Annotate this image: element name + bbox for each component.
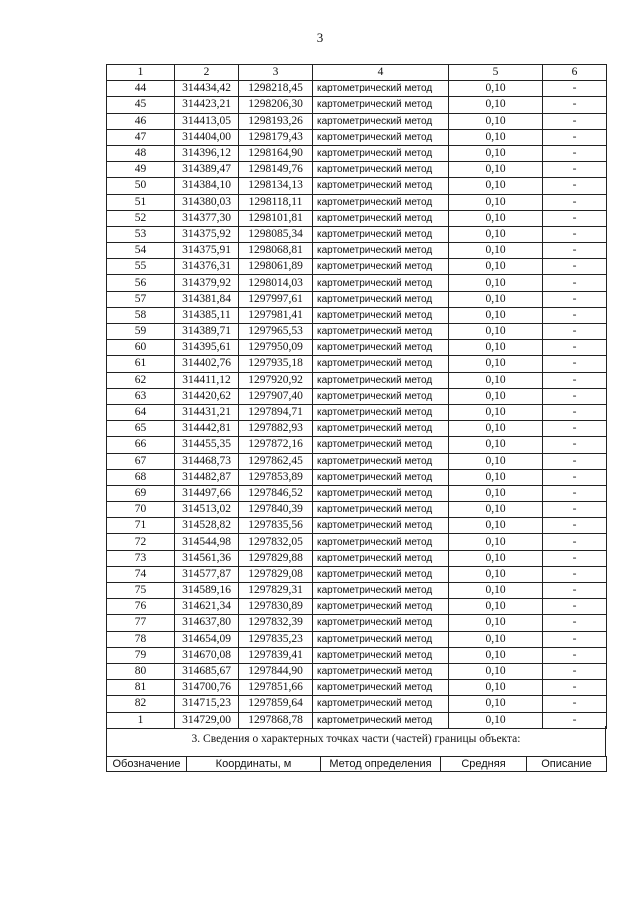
method-cell: картометрический метод — [313, 129, 449, 145]
x-coordinate-cell: 314420,62 — [175, 388, 239, 404]
x-coordinate-cell: 314715,23 — [175, 696, 239, 712]
x-coordinate-cell: 314513,02 — [175, 502, 239, 518]
column-header: 1 — [107, 65, 175, 81]
x-coordinate-cell: 314379,92 — [175, 275, 239, 291]
point-number-cell: 75 — [107, 583, 175, 599]
table-row — [107, 324, 607, 340]
column-header: Описание — [527, 757, 607, 772]
accuracy-cell: 0,10 — [449, 502, 543, 518]
method-cell: картометрический метод — [313, 275, 449, 291]
description-cell: - — [543, 194, 607, 210]
y-coordinate-cell: 1297997,61 — [239, 291, 313, 307]
y-coordinate-cell: 1298149,76 — [239, 162, 313, 178]
description-cell: - — [543, 453, 607, 469]
accuracy-cell: 0,10 — [449, 291, 543, 307]
description-cell: - — [543, 437, 607, 453]
column-header: 2 — [175, 65, 239, 81]
x-coordinate-cell: 314389,47 — [175, 162, 239, 178]
y-coordinate-cell: 1298206,30 — [239, 97, 313, 113]
y-coordinate-cell: 1298101,81 — [239, 210, 313, 226]
point-number-cell: 65 — [107, 421, 175, 437]
description-cell: - — [543, 647, 607, 663]
description-cell: - — [543, 291, 607, 307]
accuracy-cell: 0,10 — [449, 97, 543, 113]
y-coordinate-cell: 1297868,78 — [239, 712, 313, 728]
point-number-cell: 44 — [107, 81, 175, 97]
table-row — [107, 356, 607, 372]
x-coordinate-cell: 314375,92 — [175, 226, 239, 242]
accuracy-cell: 0,10 — [449, 129, 543, 145]
table-row — [107, 534, 607, 550]
y-coordinate-cell: 1298014,03 — [239, 275, 313, 291]
x-coordinate-cell: 314468,73 — [175, 453, 239, 469]
table-header-row — [107, 65, 607, 81]
method-cell: картометрический метод — [313, 324, 449, 340]
method-cell: картометрический метод — [313, 647, 449, 663]
description-cell: - — [543, 550, 607, 566]
description-cell: - — [543, 210, 607, 226]
point-number-cell: 80 — [107, 663, 175, 679]
y-coordinate-cell: 1297840,39 — [239, 502, 313, 518]
point-number-cell: 46 — [107, 113, 175, 129]
table-row — [107, 437, 607, 453]
method-cell: картометрический метод — [313, 178, 449, 194]
x-coordinate-cell: 314380,03 — [175, 194, 239, 210]
table-row — [107, 259, 607, 275]
x-coordinate-cell: 314442,81 — [175, 421, 239, 437]
x-coordinate-cell: 314377,30 — [175, 210, 239, 226]
point-number-cell: 73 — [107, 550, 175, 566]
table-row — [107, 178, 607, 194]
x-coordinate-cell: 314561,36 — [175, 550, 239, 566]
method-cell: картометрический метод — [313, 113, 449, 129]
table-row — [107, 129, 607, 145]
y-coordinate-cell: 1297846,52 — [239, 485, 313, 501]
x-coordinate-cell: 314670,08 — [175, 647, 239, 663]
x-coordinate-cell: 314375,91 — [175, 243, 239, 259]
point-number-cell: 49 — [107, 162, 175, 178]
method-cell: картометрический метод — [313, 340, 449, 356]
table-row — [107, 485, 607, 501]
point-number-cell: 59 — [107, 324, 175, 340]
description-cell: - — [543, 680, 607, 696]
description-cell: - — [543, 469, 607, 485]
x-coordinate-cell: 314395,61 — [175, 340, 239, 356]
accuracy-cell: 0,10 — [449, 566, 543, 582]
x-coordinate-cell: 314497,66 — [175, 485, 239, 501]
x-coordinate-cell: 314637,80 — [175, 615, 239, 631]
description-cell: - — [543, 81, 607, 97]
y-coordinate-cell: 1297830,89 — [239, 599, 313, 615]
method-cell: картометрический метод — [313, 566, 449, 582]
description-cell: - — [543, 178, 607, 194]
y-coordinate-cell: 1297981,41 — [239, 307, 313, 323]
table-row — [107, 421, 607, 437]
method-cell: картометрический метод — [313, 485, 449, 501]
point-number-cell: 67 — [107, 453, 175, 469]
description-cell: - — [543, 372, 607, 388]
x-coordinate-cell: 314729,00 — [175, 712, 239, 728]
x-coordinate-cell: 314654,09 — [175, 631, 239, 647]
table-row — [107, 81, 607, 97]
accuracy-cell: 0,10 — [449, 210, 543, 226]
method-cell: картометрический метод — [313, 518, 449, 534]
point-number-cell: 52 — [107, 210, 175, 226]
point-number-cell: 79 — [107, 647, 175, 663]
y-coordinate-cell: 1297894,71 — [239, 404, 313, 420]
y-coordinate-cell: 1298193,26 — [239, 113, 313, 129]
point-number-cell: 58 — [107, 307, 175, 323]
description-cell: - — [543, 259, 607, 275]
accuracy-cell: 0,10 — [449, 663, 543, 679]
table-row — [107, 243, 607, 259]
x-coordinate-cell: 314389,71 — [175, 324, 239, 340]
x-coordinate-cell: 314381,84 — [175, 291, 239, 307]
accuracy-cell: 0,10 — [449, 404, 543, 420]
method-cell: картометрический метод — [313, 469, 449, 485]
table-row — [107, 372, 607, 388]
method-cell: картометрический метод — [313, 534, 449, 550]
table-row — [107, 647, 607, 663]
table-row — [107, 599, 607, 615]
description-cell: - — [543, 566, 607, 582]
description-cell: - — [543, 356, 607, 372]
description-cell: - — [543, 226, 607, 242]
x-coordinate-cell: 314404,00 — [175, 129, 239, 145]
method-cell: картометрический метод — [313, 210, 449, 226]
table-row — [107, 226, 607, 242]
table-row — [107, 307, 607, 323]
y-coordinate-cell: 1297839,41 — [239, 647, 313, 663]
point-number-cell: 45 — [107, 97, 175, 113]
method-cell: картометрический метод — [313, 404, 449, 420]
column-header: 6 — [543, 65, 607, 81]
accuracy-cell: 0,10 — [449, 226, 543, 242]
section-title: 3. Сведения о характерных точках части (частей) границы объекта: — [191, 733, 521, 745]
accuracy-cell: 0,10 — [449, 372, 543, 388]
point-number-cell: 62 — [107, 372, 175, 388]
method-cell: картометрический метод — [313, 259, 449, 275]
description-cell: - — [543, 712, 607, 728]
x-coordinate-cell: 314621,34 — [175, 599, 239, 615]
accuracy-cell: 0,10 — [449, 145, 543, 161]
point-number-cell: 57 — [107, 291, 175, 307]
y-coordinate-cell: 1297907,40 — [239, 388, 313, 404]
table-row — [107, 97, 607, 113]
description-cell: - — [543, 324, 607, 340]
x-coordinate-cell: 314413,05 — [175, 113, 239, 129]
y-coordinate-cell: 1298179,43 — [239, 129, 313, 145]
point-number-cell: 48 — [107, 145, 175, 161]
description-cell: - — [543, 421, 607, 437]
y-coordinate-cell: 1298218,45 — [239, 81, 313, 97]
table-row — [107, 469, 607, 485]
description-cell: - — [543, 502, 607, 518]
y-coordinate-cell: 1297882,93 — [239, 421, 313, 437]
table-row — [107, 275, 607, 291]
y-coordinate-cell: 1297950,09 — [239, 340, 313, 356]
column-header: Средняя — [441, 757, 527, 772]
accuracy-cell: 0,10 — [449, 356, 543, 372]
x-coordinate-cell: 314577,87 — [175, 566, 239, 582]
method-cell: картометрический метод — [313, 356, 449, 372]
accuracy-cell: 0,10 — [449, 615, 543, 631]
accuracy-cell: 0,10 — [449, 162, 543, 178]
point-number-cell: 53 — [107, 226, 175, 242]
x-coordinate-cell: 314544,98 — [175, 534, 239, 550]
table-row — [107, 518, 607, 534]
table-row — [107, 680, 607, 696]
accuracy-cell: 0,10 — [449, 81, 543, 97]
y-coordinate-cell: 1297872,16 — [239, 437, 313, 453]
method-cell: картометрический метод — [313, 388, 449, 404]
accuracy-cell: 0,10 — [449, 696, 543, 712]
method-cell: картометрический метод — [313, 696, 449, 712]
description-cell: - — [543, 307, 607, 323]
table-row — [107, 210, 607, 226]
column-header: Обозначение — [107, 757, 187, 772]
table-row — [107, 696, 607, 712]
method-cell: картометрический метод — [313, 194, 449, 210]
accuracy-cell: 0,10 — [449, 178, 543, 194]
point-number-cell: 82 — [107, 696, 175, 712]
method-cell: картометрический метод — [313, 81, 449, 97]
accuracy-cell: 0,10 — [449, 518, 543, 534]
description-cell: - — [543, 129, 607, 145]
method-cell: картометрический метод — [313, 680, 449, 696]
y-coordinate-cell: 1297853,89 — [239, 469, 313, 485]
y-coordinate-cell: 1298118,11 — [239, 194, 313, 210]
method-cell: картометрический метод — [313, 372, 449, 388]
point-number-cell: 60 — [107, 340, 175, 356]
method-cell: картометрический метод — [313, 307, 449, 323]
point-number-cell: 66 — [107, 437, 175, 453]
table-row — [107, 583, 607, 599]
y-coordinate-cell: 1297844,90 — [239, 663, 313, 679]
accuracy-cell: 0,10 — [449, 680, 543, 696]
y-coordinate-cell: 1297829,08 — [239, 566, 313, 582]
accuracy-cell: 0,10 — [449, 469, 543, 485]
y-coordinate-cell: 1297832,05 — [239, 534, 313, 550]
table-row — [107, 663, 607, 679]
method-cell: картометрический метод — [313, 712, 449, 728]
accuracy-cell: 0,10 — [449, 631, 543, 647]
y-coordinate-cell: 1298061,89 — [239, 259, 313, 275]
description-cell: - — [543, 615, 607, 631]
point-number-cell: 64 — [107, 404, 175, 420]
point-number-cell: 78 — [107, 631, 175, 647]
description-cell: - — [543, 663, 607, 679]
method-cell: картометрический метод — [313, 502, 449, 518]
method-cell: картометрический метод — [313, 243, 449, 259]
y-coordinate-cell: 1297832,39 — [239, 615, 313, 631]
point-number-cell: 1 — [107, 712, 175, 728]
point-number-cell: 76 — [107, 599, 175, 615]
accuracy-cell: 0,10 — [449, 275, 543, 291]
description-cell: - — [543, 599, 607, 615]
table-row — [107, 194, 607, 210]
method-cell: картометрический метод — [313, 162, 449, 178]
y-coordinate-cell: 1297829,88 — [239, 550, 313, 566]
x-coordinate-cell: 314411,12 — [175, 372, 239, 388]
accuracy-cell: 0,10 — [449, 194, 543, 210]
y-coordinate-cell: 1297829,31 — [239, 583, 313, 599]
description-cell: - — [543, 404, 607, 420]
x-coordinate-cell: 314482,87 — [175, 469, 239, 485]
description-cell: - — [543, 145, 607, 161]
point-number-cell: 51 — [107, 194, 175, 210]
point-number-cell: 63 — [107, 388, 175, 404]
column-header: 3 — [239, 65, 313, 81]
method-cell: картометрический метод — [313, 145, 449, 161]
coordinates-table — [106, 64, 607, 729]
x-coordinate-cell: 314385,11 — [175, 307, 239, 323]
point-number-cell: 81 — [107, 680, 175, 696]
table-row — [107, 340, 607, 356]
part-boundary-table — [106, 756, 607, 772]
point-number-cell: 70 — [107, 502, 175, 518]
accuracy-cell: 0,10 — [449, 453, 543, 469]
method-cell: картометрический метод — [313, 453, 449, 469]
x-coordinate-cell: 314376,31 — [175, 259, 239, 275]
column-header: 5 — [449, 65, 543, 81]
coordinates-table-body — [107, 65, 607, 729]
accuracy-cell: 0,10 — [449, 534, 543, 550]
accuracy-cell: 0,10 — [449, 485, 543, 501]
point-number-cell: 72 — [107, 534, 175, 550]
column-header: Метод определения — [321, 757, 441, 772]
y-coordinate-cell: 1297920,92 — [239, 372, 313, 388]
page-number: 3 — [316, 30, 324, 45]
method-cell: картометрический метод — [313, 583, 449, 599]
accuracy-cell: 0,10 — [449, 388, 543, 404]
point-number-cell: 77 — [107, 615, 175, 631]
accuracy-cell: 0,10 — [449, 243, 543, 259]
x-coordinate-cell: 314455,35 — [175, 437, 239, 453]
y-coordinate-cell: 1297835,23 — [239, 631, 313, 647]
point-number-cell: 47 — [107, 129, 175, 145]
point-number-cell: 50 — [107, 178, 175, 194]
x-coordinate-cell: 314431,21 — [175, 404, 239, 420]
table-row — [107, 631, 607, 647]
method-cell: картометрический метод — [313, 631, 449, 647]
table-row — [107, 113, 607, 129]
method-cell: картометрический метод — [313, 97, 449, 113]
x-coordinate-cell: 314423,21 — [175, 97, 239, 113]
y-coordinate-cell: 1297862,45 — [239, 453, 313, 469]
description-cell: - — [543, 485, 607, 501]
accuracy-cell: 0,10 — [449, 437, 543, 453]
description-cell: - — [543, 97, 607, 113]
point-number-cell: 69 — [107, 485, 175, 501]
description-cell: - — [543, 583, 607, 599]
x-coordinate-cell: 314402,76 — [175, 356, 239, 372]
method-cell: картометрический метод — [313, 226, 449, 242]
table-row — [107, 453, 607, 469]
x-coordinate-cell: 314685,67 — [175, 663, 239, 679]
description-cell: - — [543, 243, 607, 259]
accuracy-cell: 0,10 — [449, 113, 543, 129]
x-coordinate-cell: 314434,42 — [175, 81, 239, 97]
y-coordinate-cell: 1297965,53 — [239, 324, 313, 340]
accuracy-cell: 0,10 — [449, 712, 543, 728]
y-coordinate-cell: 1298164,90 — [239, 145, 313, 161]
part-table-header-row — [107, 757, 607, 772]
x-coordinate-cell: 314396,12 — [175, 145, 239, 161]
description-cell: - — [543, 340, 607, 356]
point-number-cell: 55 — [107, 259, 175, 275]
x-coordinate-cell: 314700,76 — [175, 680, 239, 696]
accuracy-cell: 0,10 — [449, 340, 543, 356]
point-number-cell: 68 — [107, 469, 175, 485]
method-cell: картометрический метод — [313, 437, 449, 453]
table-row — [107, 550, 607, 566]
description-cell: - — [543, 388, 607, 404]
description-cell: - — [543, 631, 607, 647]
accuracy-cell: 0,10 — [449, 324, 543, 340]
point-number-cell: 74 — [107, 566, 175, 582]
table-row — [107, 404, 607, 420]
method-cell: картометрический метод — [313, 291, 449, 307]
method-cell: картометрический метод — [313, 550, 449, 566]
column-header: Координаты, м — [187, 757, 321, 772]
description-cell: - — [543, 113, 607, 129]
y-coordinate-cell: 1297835,56 — [239, 518, 313, 534]
description-cell: - — [543, 534, 607, 550]
point-number-cell: 54 — [107, 243, 175, 259]
column-header: 4 — [313, 65, 449, 81]
accuracy-cell: 0,10 — [449, 421, 543, 437]
y-coordinate-cell: 1297851,66 — [239, 680, 313, 696]
y-coordinate-cell: 1297935,18 — [239, 356, 313, 372]
table-row — [107, 502, 607, 518]
table-row — [107, 566, 607, 582]
y-coordinate-cell: 1298134,13 — [239, 178, 313, 194]
x-coordinate-cell: 314589,16 — [175, 583, 239, 599]
table-row — [107, 162, 607, 178]
method-cell: картометрический метод — [313, 599, 449, 615]
table-row — [107, 388, 607, 404]
accuracy-cell: 0,10 — [449, 583, 543, 599]
table-row — [107, 145, 607, 161]
y-coordinate-cell: 1298068,81 — [239, 243, 313, 259]
y-coordinate-cell: 1298085,34 — [239, 226, 313, 242]
description-cell: - — [543, 162, 607, 178]
method-cell: картометрический метод — [313, 663, 449, 679]
point-number-cell: 71 — [107, 518, 175, 534]
point-number-cell: 56 — [107, 275, 175, 291]
table-row — [107, 615, 607, 631]
y-coordinate-cell: 1297859,64 — [239, 696, 313, 712]
accuracy-cell: 0,10 — [449, 550, 543, 566]
x-coordinate-cell: 314528,82 — [175, 518, 239, 534]
method-cell: картометрический метод — [313, 421, 449, 437]
accuracy-cell: 0,10 — [449, 307, 543, 323]
table-row — [107, 291, 607, 307]
description-cell: - — [543, 518, 607, 534]
accuracy-cell: 0,10 — [449, 599, 543, 615]
x-coordinate-cell: 314384,10 — [175, 178, 239, 194]
method-cell: картометрический метод — [313, 615, 449, 631]
description-cell: - — [543, 696, 607, 712]
accuracy-cell: 0,10 — [449, 259, 543, 275]
accuracy-cell: 0,10 — [449, 647, 543, 663]
point-number-cell: 61 — [107, 356, 175, 372]
description-cell: - — [543, 275, 607, 291]
